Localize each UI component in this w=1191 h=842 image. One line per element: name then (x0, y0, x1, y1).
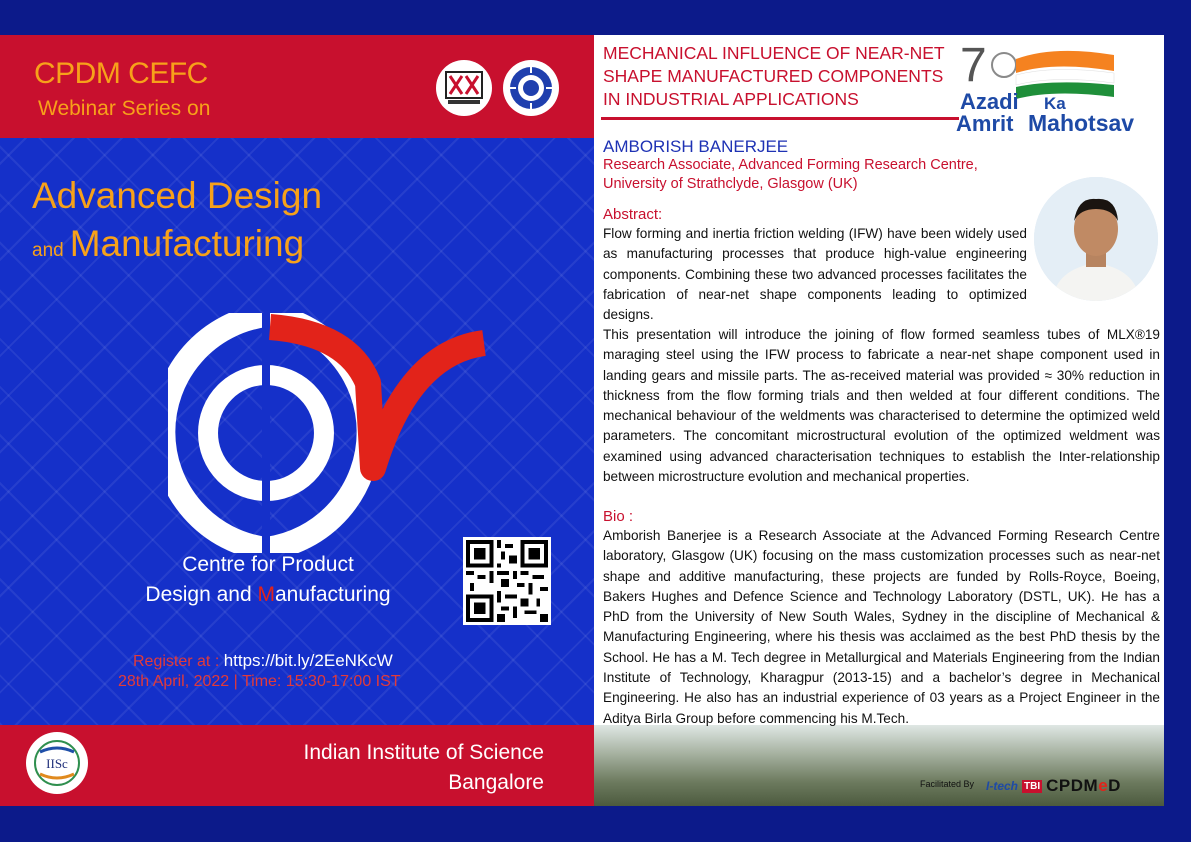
amrit-mahotsav: Mahotsav (1028, 110, 1135, 136)
cpdmed-pre: CPDM (1046, 776, 1099, 795)
iisc-logo-icon (26, 732, 88, 794)
date-time: 28th April, 2022 | Time: 15:30-17:00 IST (118, 673, 401, 690)
register-label: Register at : (133, 653, 224, 670)
centre-line-2-pre: Design and (145, 583, 258, 606)
series-title: CPDM CEFC (34, 57, 208, 90)
abstract-text-part-2: This presentation will introduce the joining of flow formed seamless tubes of MLX®19 maraging steel using the IFW process to fabricate a near-net shape component used in landing gears and missile parts. The as-received material was provided ≈ 30% reduction in thickness from the flow forming trials and then welded at four different conditions. The mechanical behaviour of the weldments was characterised to determine the optimized weld parameters. The concomitant microstructural evolution of the optimized weldment was examined using advanced characterisation techniques to establish the Inter-relationship between microstructure evolution and mechanical properties. (603, 327, 1160, 485)
itech-logo: I-tech (986, 779, 1019, 793)
bio-text: Amborish Banerjee is a Research Associate at the Advanced Forming Research Centre laboratory, Glasgow (UK) focusing on the mass customization processes such as near-net shape and additive manufacturing, these projects are funded by Rolls-Royce, Boeing, Bakers Hughes and Defence Science and Technology Laboratory (DSTL, UK). He has a PhD from the University of New South Wales, Sydney in the discipline of Mechanical & Manufacturing Engineering, where his thesis was acclaimed as the best PhD thesis by the School. He has a M. Tech degree in Metallurgical and Materials Engineering from the Indian Institute of Technology, Kharagpur (2013-15) and a bachelor’s degree in Mechanical Engineering. He also has an industrial experience of 03 years as a Project Engineer in the Aditya Birla Group before commencing his M.Tech. (603, 528, 1160, 726)
amrit-amrit: Amrit (956, 111, 1014, 136)
affiliation-line-1: Research Associate, Advanced Forming Research Centre, (603, 157, 978, 173)
iisc-logo-text: IISc (46, 756, 68, 771)
theme-line-1: Advanced Design (32, 175, 323, 216)
title-divider (601, 117, 959, 120)
affiliation-line-2: University of Strathclyde, Glasgow (UK) (603, 176, 858, 192)
theme-line-2 (32, 223, 304, 265)
theme-manufacturing: Manufacturing (69, 223, 305, 264)
left-panel (0, 35, 594, 806)
bio-heading: Bio : (603, 508, 634, 525)
right-panel (594, 35, 1164, 806)
centre-name (128, 550, 408, 610)
abstract-heading: Abstract: (603, 206, 663, 223)
cpdmed-post: D (1108, 776, 1121, 795)
speaker-name: AMBORISH BANERJEE (603, 137, 789, 156)
cpdm-logo-icon (168, 313, 498, 558)
tbi-logo: TBI (1024, 780, 1041, 792)
talk-title: MECHANICAL INFLUENCE OF NEAR-NET SHAPE MANUFACTURED COMPONENTS IN INDUSTRIAL APPLICATIONS (603, 43, 945, 109)
facilitator-logos (986, 775, 1121, 797)
ministry-logo-icon (436, 60, 492, 116)
abstract-text-part-1: Flow forming and inertia friction welding (IFW) have been widely used as manufacturing processes that produce high-value engineering components. Combining these two advanced processes facilitates the fabrication of near-net shape components leading to optimized designs. (603, 226, 1027, 323)
azadi-ka-amrit-mahotsav-logo (954, 37, 1164, 139)
emblem-logo-icon (503, 60, 559, 116)
register-link[interactable]: https://bit.ly/2EeNKcW (223, 651, 393, 670)
centre-line-2 (128, 580, 408, 610)
institute-line-2: Bangalore (448, 771, 544, 794)
speaker-affiliation (603, 156, 978, 194)
cpdmed-logo (1046, 776, 1121, 796)
facilitated-by-label: Facilitated By (920, 779, 975, 789)
series-subtitle: Webinar Series on (38, 97, 211, 120)
institute-name (304, 738, 545, 798)
cpdmed-e: e (1098, 776, 1109, 795)
institute-line-1: Indian Institute of Science (303, 741, 544, 764)
qr-code-icon[interactable] (463, 537, 551, 625)
svg-text:7: 7 (960, 39, 987, 92)
speaker-photo (1034, 177, 1158, 301)
centre-line-1: Centre for Product (182, 553, 354, 576)
theme-and: and (32, 240, 64, 261)
amrit-azadi: Azadi (960, 89, 1019, 114)
register-line (133, 651, 393, 671)
centre-line-2-post: anufacturing (274, 583, 391, 606)
amrit-ka: Ka (1044, 94, 1066, 113)
centre-line-2-m: M (257, 583, 275, 606)
